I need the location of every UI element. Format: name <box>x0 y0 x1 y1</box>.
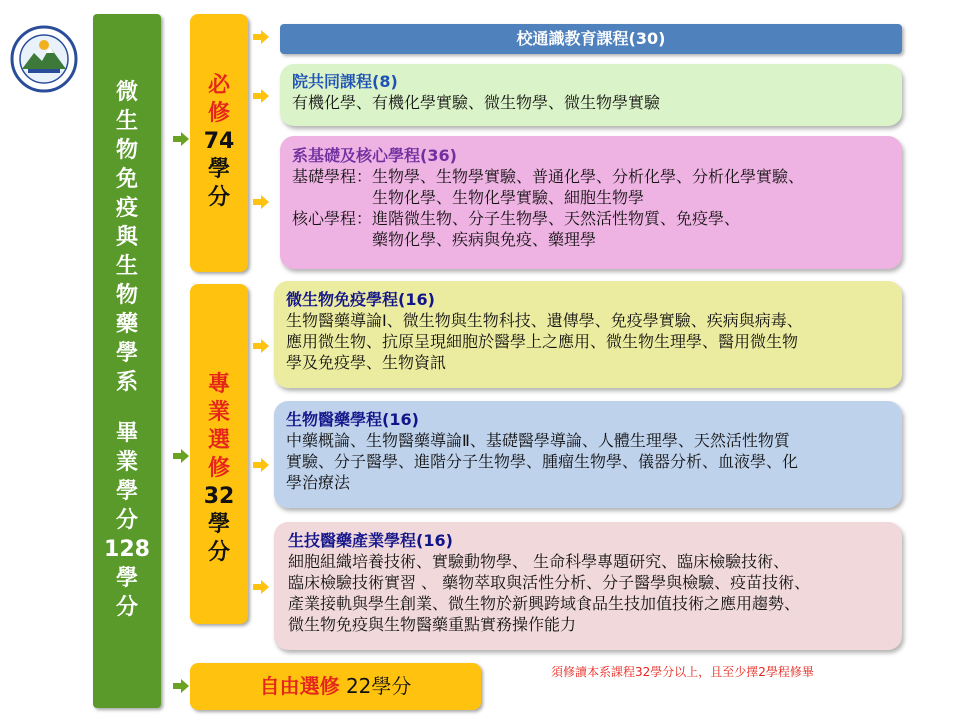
biomedicine-title: 生物醫藥學程(16) <box>286 410 419 429</box>
core-program-line: 進階微生物、分子生物學、天然活性物質、免疫學、 <box>372 209 741 228</box>
program-course-line: 產業接軌與學生創業、微生物於新興跨域食品生技加值技術之應用趨勢、 <box>288 594 801 613</box>
vertical-char: 疫 <box>115 196 138 221</box>
arrow-right-icon <box>172 130 190 148</box>
vertical-char: 分 <box>207 540 230 565</box>
program-course-line: 實驗、分子醫學、進階分子生物學、腫瘤生物學、儀器分析、血液學、化 <box>286 452 799 471</box>
vertical-char: 與 <box>115 225 138 250</box>
core-program-line: 藥物化學、疾病與免疫、藥理學 <box>372 230 597 249</box>
arrow-right-icon <box>252 28 270 46</box>
college-common-courses: 有機化學、有機化學實驗、微生物學、微生物學實驗 <box>292 93 661 112</box>
general-education-bar <box>280 24 902 54</box>
basic-program-line: 生物化學、生物化學實驗、細胞生物學 <box>372 188 645 207</box>
arrow-right-icon <box>172 447 190 465</box>
vertical-char: 分 <box>207 185 230 210</box>
program-course-line: 生物醫藥導論Ⅰ、微生物與生物科技、遺傳學、免疫學實驗、疾病與病毒、 <box>286 311 803 330</box>
college-common-title: 院共同課程(8) <box>292 72 398 91</box>
vertical-char <box>93 397 161 419</box>
arrow-right-icon <box>172 677 190 695</box>
vertical-char: 修 <box>207 456 230 481</box>
vertical-char: 物 <box>115 283 138 308</box>
vertical-char: 生 <box>115 254 138 279</box>
vertical-char: 必 <box>207 73 230 98</box>
vertical-char: 學 <box>115 341 138 366</box>
department-core-title: 系基礎及核心學程(36) <box>292 146 457 165</box>
program-course-line: 臨床檢驗技術實習 、 藥物萃取與活性分析、分子醫學與檢驗、疫苗技術、 <box>288 573 811 592</box>
department-graduation-credits-bar <box>93 14 161 708</box>
vertical-char: 修 <box>207 101 230 126</box>
program-course-line: 學治療法 <box>286 473 351 492</box>
department-core-box <box>280 136 902 269</box>
vertical-char: 畢 <box>115 421 138 446</box>
free-elective-label: 自由選修 <box>259 674 340 698</box>
required-credits-box <box>190 14 248 272</box>
vertical-char: 74 <box>203 129 235 154</box>
program-course-line: 中藥概論、生物醫藥導論Ⅱ、基礎醫學導論、人體生理學、天然活性物質 <box>286 431 790 450</box>
college-common-courses-box <box>280 64 902 126</box>
biomedicine-program-box <box>274 401 902 508</box>
vertical-char: 免 <box>115 167 138 192</box>
vertical-char: 生 <box>115 109 138 134</box>
arrow-right-icon <box>252 337 270 355</box>
vertical-char: 微 <box>115 80 138 105</box>
vertical-char: 分 <box>115 508 138 533</box>
vertical-char: 128 <box>104 537 150 562</box>
vertical-char: 物 <box>115 138 138 163</box>
arrow-right-icon <box>252 193 270 211</box>
microbiology-immunology-program-box <box>274 281 902 388</box>
vertical-char: 學 <box>207 512 230 537</box>
vertical-char: 業 <box>115 450 138 475</box>
requirement-note: 須修讀本系課程32學分以上，且至少擇2學程修畢 <box>551 665 814 679</box>
program-course-line: 微生物免疫與生物醫藥重點實務操作能力 <box>288 615 577 634</box>
vertical-char: 藥 <box>115 312 138 337</box>
vertical-char: 學 <box>115 479 138 504</box>
arrow-right-icon <box>252 456 270 474</box>
free-elective-box <box>190 663 481 710</box>
vertical-char: 學 <box>115 566 138 591</box>
program-course-line: 細胞組織培養技術、實驗動物學、 生命科學專題研究、臨床檢驗技術、 <box>288 552 790 571</box>
basic-program-label: 基礎學程： <box>292 167 373 186</box>
program-course-line: 應用微生物、抗原呈現細胞於醫學上之應用、微生物生理學、醫用微生物 <box>286 332 799 351</box>
vertical-char: 業 <box>207 400 230 425</box>
professional-elective-credits-box <box>190 284 248 624</box>
vertical-char: 學 <box>207 157 230 182</box>
arrow-right-icon <box>252 87 270 105</box>
vertical-char: 專 <box>207 372 230 397</box>
core-program-label: 核心學程： <box>292 209 373 228</box>
vertical-char: 選 <box>207 428 230 453</box>
basic-program-line: 生物學、生物學實驗、普通化學、分析化學、分析化學實驗、 <box>372 167 805 186</box>
vertical-char: 系 <box>115 370 138 395</box>
arrow-right-icon <box>252 578 270 596</box>
university-seal-icon <box>10 25 78 93</box>
general-education-label: 校通識教育課程(30) <box>516 29 666 48</box>
biotech-industry-program-box <box>274 522 902 650</box>
program-course-line: 學及免疫學、生物資訊 <box>286 353 447 372</box>
microbiology-immunology-title: 微生物免疫學程(16) <box>286 290 435 309</box>
biotech-industry-title: 生技醫藥產業學程(16) <box>288 531 453 550</box>
free-elective-credits: 22學分 <box>345 674 412 698</box>
vertical-char: 32 <box>203 484 235 509</box>
vertical-char: 分 <box>115 595 138 620</box>
